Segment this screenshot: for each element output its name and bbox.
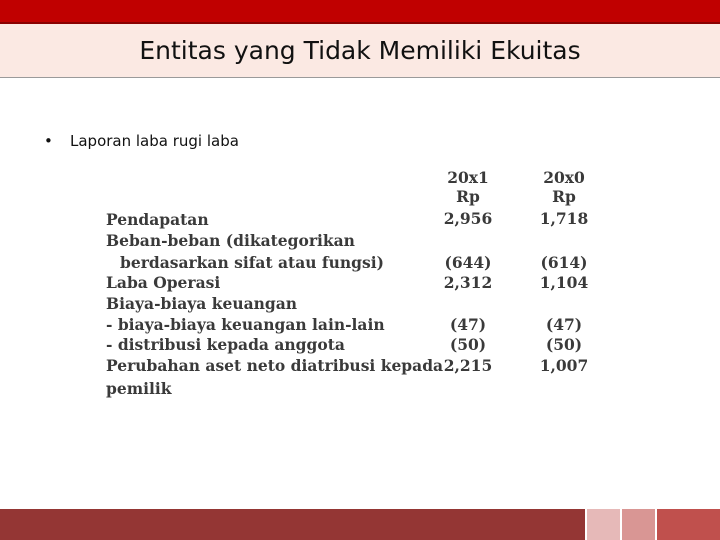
row-label: Beban-beban (dikategorikan — [106, 231, 355, 250]
row-value-2: (614) — [540, 253, 588, 272]
statement-row — [106, 273, 596, 293]
column-currency-1: Rp — [456, 187, 480, 206]
footer-bar — [0, 509, 720, 540]
row-label: Laba Operasi — [106, 273, 221, 292]
bullet-item — [44, 132, 239, 150]
footer-accent-block — [587, 509, 620, 540]
bullet-marker: • — [44, 132, 53, 150]
title-band — [0, 24, 720, 78]
row-value-1: 2,312 — [443, 273, 493, 292]
row-value-1: 2,956 — [443, 209, 493, 228]
statement-row — [106, 379, 596, 399]
slide-title: Entitas yang Tidak Memiliki Ekuitas — [139, 36, 581, 65]
column-year-2: 20x0 — [543, 168, 585, 187]
statement-row — [106, 253, 596, 273]
row-label: Pendapatan — [106, 210, 209, 229]
top-accent-bar — [0, 0, 720, 24]
row-value-1: 2,215 — [443, 356, 493, 375]
statement-row — [106, 210, 596, 230]
row-value-1: (47) — [449, 315, 487, 334]
row-label: - distribusi kepada anggota — [106, 335, 345, 354]
row-value-1: (50) — [449, 335, 487, 354]
row-value-2: 1,104 — [539, 273, 589, 292]
footer-accent-block — [622, 509, 655, 540]
row-value-2: 1,007 — [539, 356, 589, 375]
row-label: - biaya-biaya keuangan lain-lain — [106, 315, 385, 334]
statement-row — [106, 315, 596, 335]
statement-row — [106, 231, 596, 251]
row-label: Biaya-biaya keuangan — [106, 294, 298, 313]
statement-row — [106, 335, 596, 355]
row-value-2: (47) — [545, 315, 583, 334]
bullet-text: Laporan laba rugi laba — [70, 132, 239, 150]
column-currency-2: Rp — [552, 187, 576, 206]
footer-accent-block — [657, 509, 720, 540]
row-label: Perubahan aset neto diatribusi kepada — [106, 356, 444, 375]
statement-row — [106, 356, 596, 376]
footer-main-block — [0, 509, 585, 540]
row-value-2: (50) — [545, 335, 583, 354]
row-label: pemilik — [106, 379, 172, 398]
row-value-1: (644) — [444, 253, 492, 272]
statement-row — [106, 294, 596, 314]
row-value-2: 1,718 — [539, 209, 589, 228]
row-label: berdasarkan sifat atau fungsi) — [120, 253, 384, 272]
column-year-1: 20x1 — [447, 168, 489, 187]
financial-statement — [106, 166, 596, 406]
